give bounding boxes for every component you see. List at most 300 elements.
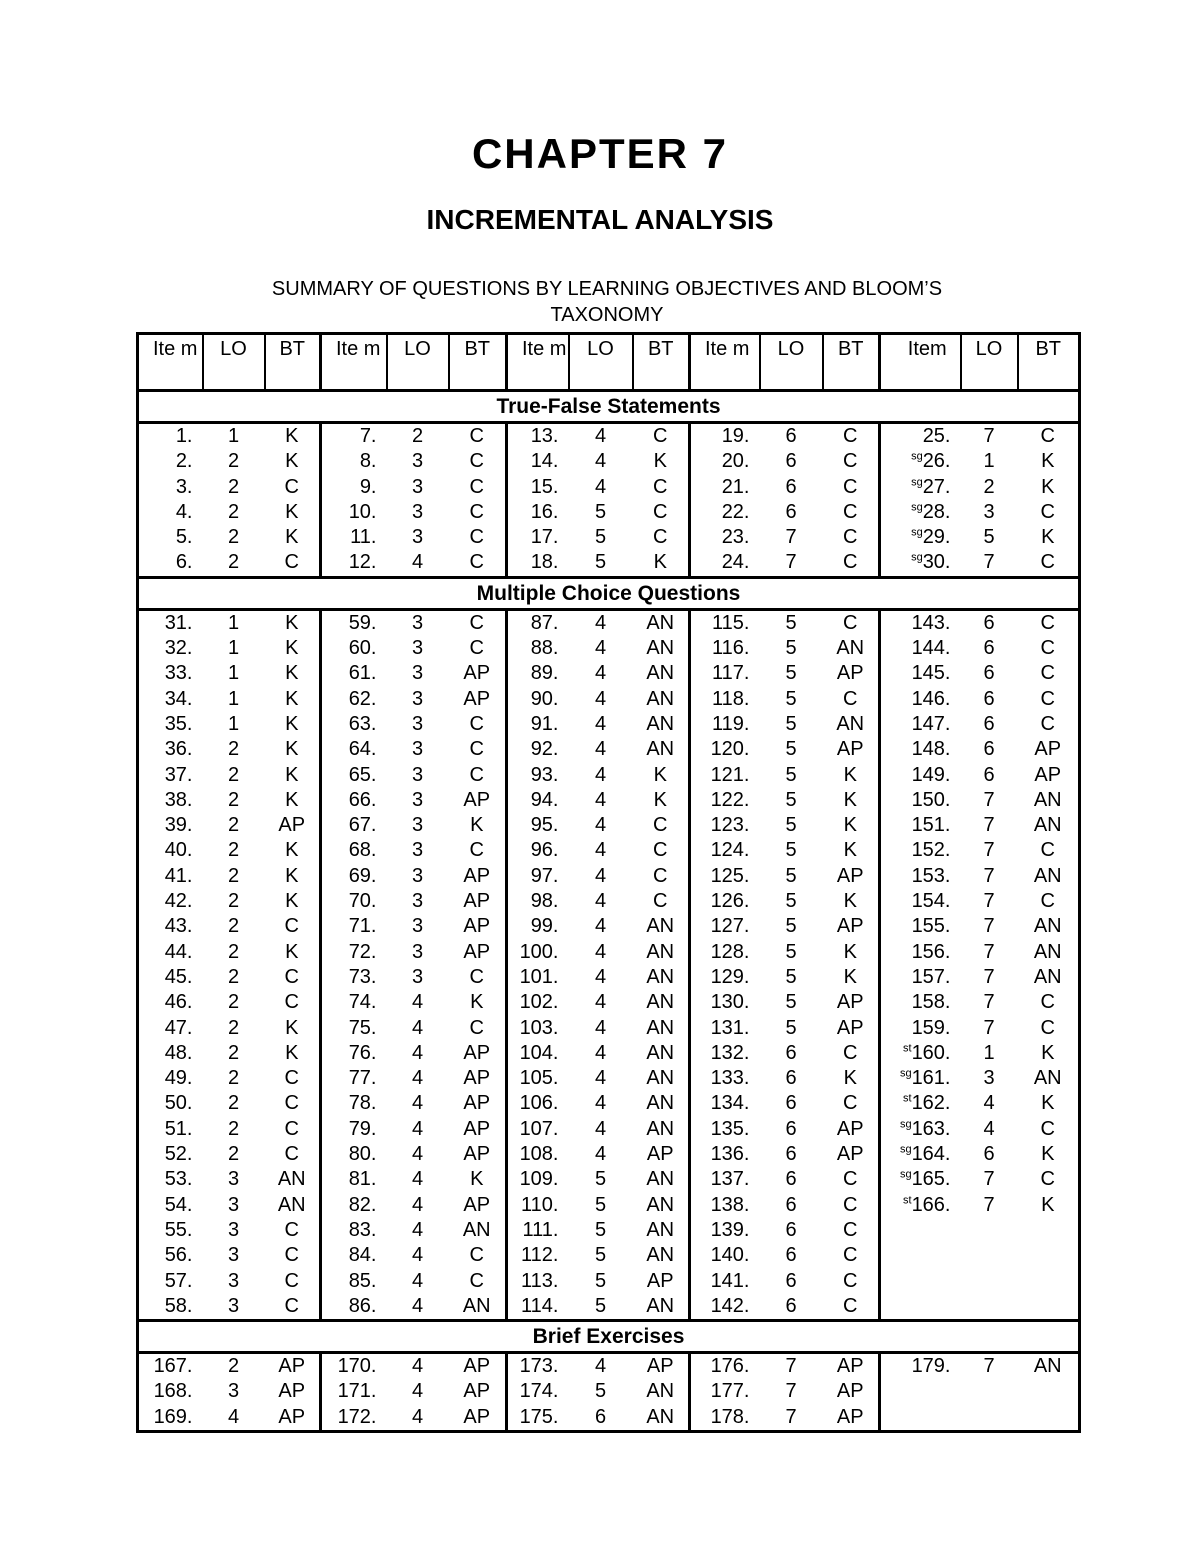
learning-objective: 7 bbox=[785, 526, 797, 549]
blooms-taxonomy: C bbox=[843, 1168, 858, 1191]
item-number-text: 98. bbox=[530, 890, 559, 913]
chapter-title: CHAPTER 7 bbox=[471, 130, 729, 177]
blooms-taxonomy: K bbox=[1041, 1092, 1055, 1115]
blooms-taxonomy: C bbox=[469, 450, 484, 473]
learning-objective: 2 bbox=[983, 475, 995, 498]
item-number bbox=[880, 1091, 961, 1116]
learning-objective: 2 bbox=[227, 1117, 240, 1140]
learning-objective: 4 bbox=[227, 1405, 240, 1428]
item-number-text: 72. bbox=[348, 940, 377, 963]
table-row bbox=[138, 990, 1080, 1015]
item-number bbox=[690, 965, 760, 990]
blooms-taxonomy: K bbox=[653, 763, 667, 786]
learning-objective: 5 bbox=[594, 1168, 607, 1191]
blooms-taxonomy: K bbox=[843, 788, 857, 811]
blooms-taxonomy: AN bbox=[646, 662, 675, 685]
item-number bbox=[321, 449, 387, 474]
item-number bbox=[507, 1091, 569, 1116]
learning-objective: 4 bbox=[594, 611, 607, 634]
item-number bbox=[321, 1294, 387, 1321]
blooms-taxonomy: AP bbox=[646, 1269, 674, 1292]
table-row bbox=[138, 1218, 1080, 1243]
item-number-text: 129. bbox=[710, 965, 750, 988]
blooms-taxonomy: AN bbox=[1033, 1067, 1062, 1090]
learning-objective: 5 bbox=[594, 500, 607, 523]
blooms-taxonomy: C bbox=[1040, 890, 1055, 913]
table-row bbox=[138, 737, 1080, 762]
item-number-text: 150. bbox=[911, 788, 951, 811]
learning-objective: 4 bbox=[411, 1380, 424, 1403]
learning-objective: 5 bbox=[594, 1294, 607, 1317]
learning-objective: 7 bbox=[983, 965, 995, 988]
item-number-text: 167. bbox=[153, 1355, 193, 1378]
item-prefix: sg bbox=[899, 1118, 912, 1131]
learning-objective: 5 bbox=[594, 1244, 607, 1267]
learning-objective: 4 bbox=[594, 687, 607, 710]
item-number-text: 12. bbox=[348, 551, 377, 574]
header-lo: LO bbox=[569, 334, 633, 391]
blooms-taxonomy: K bbox=[285, 526, 299, 549]
learning-objective: 2 bbox=[227, 450, 240, 473]
learning-objective: 7 bbox=[983, 991, 995, 1014]
learning-objective: 3 bbox=[983, 500, 995, 523]
item-number bbox=[321, 1167, 387, 1192]
item-number bbox=[690, 1041, 760, 1066]
learning-objective: 5 bbox=[785, 763, 797, 786]
blooms-taxonomy: C bbox=[1040, 551, 1055, 574]
item-number-text: 23. bbox=[721, 526, 750, 549]
item-number-text: 11. bbox=[350, 526, 377, 549]
blooms-taxonomy: AN bbox=[646, 1016, 675, 1039]
learning-objective: 3 bbox=[411, 637, 424, 660]
item-number-text: 139. bbox=[710, 1218, 750, 1241]
item-number bbox=[138, 500, 203, 525]
learning-objective: 4 bbox=[411, 1041, 424, 1064]
blooms-taxonomy: C bbox=[284, 1067, 299, 1090]
item-number-text: 112. bbox=[521, 1244, 559, 1267]
learning-objective: 5 bbox=[594, 551, 607, 574]
item-number bbox=[880, 788, 961, 813]
learning-objective: 4 bbox=[594, 1092, 607, 1115]
item-number bbox=[321, 423, 387, 450]
item-number-text: 109. bbox=[519, 1168, 559, 1191]
item-number-text: 46. bbox=[164, 991, 193, 1014]
item-number bbox=[507, 661, 569, 686]
learning-objective: 2 bbox=[227, 1067, 240, 1090]
item-number bbox=[321, 1405, 387, 1432]
item-number bbox=[321, 889, 387, 914]
item-number-text: 90. bbox=[530, 687, 559, 710]
learning-objective: 1 bbox=[227, 637, 240, 660]
blooms-taxonomy: C bbox=[1040, 611, 1055, 634]
item-number-text: 99. bbox=[530, 915, 559, 938]
item-number-text: 59. bbox=[348, 611, 377, 634]
blooms-taxonomy: AN bbox=[646, 1168, 675, 1191]
learning-objective: 4 bbox=[411, 1269, 424, 1292]
item-number bbox=[507, 1353, 569, 1380]
table-row bbox=[138, 763, 1080, 788]
blooms-taxonomy: C bbox=[1040, 500, 1055, 523]
item-number bbox=[690, 525, 760, 550]
table-row bbox=[138, 661, 1080, 686]
item-number bbox=[321, 788, 387, 813]
item-number bbox=[690, 940, 760, 965]
blooms-taxonomy: C bbox=[469, 637, 484, 660]
learning-objective: 3 bbox=[411, 763, 424, 786]
item-number bbox=[880, 737, 961, 762]
item-number-text: 113. bbox=[521, 1269, 559, 1292]
blooms-taxonomy: AN bbox=[836, 637, 865, 660]
learning-objective: 2 bbox=[227, 763, 240, 786]
item-number bbox=[690, 813, 760, 838]
item-number bbox=[507, 1405, 569, 1432]
blooms-taxonomy: AN bbox=[1033, 1355, 1062, 1378]
blooms-taxonomy: K bbox=[285, 864, 299, 887]
learning-objective: 6 bbox=[785, 475, 797, 498]
item-number-text: 119. bbox=[712, 712, 750, 735]
item-number bbox=[880, 990, 961, 1015]
blooms-taxonomy bbox=[1018, 1243, 1080, 1268]
item-number bbox=[138, 1218, 203, 1243]
learning-objective: 6 bbox=[785, 1041, 797, 1064]
item-number-text: 135. bbox=[710, 1117, 750, 1140]
blooms-taxonomy: AP bbox=[836, 915, 864, 938]
item-number-text: 159. bbox=[911, 1016, 951, 1039]
item-number-text: 37. bbox=[164, 763, 193, 786]
learning-objective bbox=[961, 1294, 1018, 1321]
learning-objective: 6 bbox=[594, 1405, 607, 1428]
blooms-taxonomy: C bbox=[1040, 662, 1055, 685]
learning-objective: 6 bbox=[785, 425, 797, 447]
item-number bbox=[138, 1269, 203, 1294]
blooms-taxonomy: AP bbox=[463, 1067, 491, 1090]
table-row bbox=[138, 1243, 1080, 1268]
item-number-text: 17. bbox=[530, 526, 559, 549]
learning-objective: 3 bbox=[411, 500, 424, 523]
item-number bbox=[880, 1269, 961, 1294]
item-number-text: 74. bbox=[348, 991, 377, 1014]
item-number bbox=[507, 788, 569, 813]
item-number-text: 60. bbox=[348, 637, 377, 660]
item-number-text: 76. bbox=[348, 1041, 377, 1064]
blooms-taxonomy: K bbox=[285, 450, 299, 473]
item-number-text: 127. bbox=[710, 915, 750, 938]
table-row bbox=[138, 609, 1080, 636]
learning-objective: 1 bbox=[227, 712, 240, 735]
blooms-taxonomy: AP bbox=[463, 890, 491, 913]
item-number-text: 104. bbox=[519, 1041, 559, 1064]
item-number bbox=[507, 1142, 569, 1167]
learning-objective: 4 bbox=[594, 991, 607, 1014]
item-number-text: 163. bbox=[911, 1117, 951, 1140]
item-number-text: 166. bbox=[911, 1193, 951, 1216]
item-number bbox=[880, 813, 961, 838]
blooms-taxonomy: AN bbox=[646, 687, 675, 710]
item-number-text: 18. bbox=[530, 551, 559, 574]
item-number bbox=[507, 449, 569, 474]
item-number bbox=[880, 1243, 961, 1268]
item-prefix: sg bbox=[911, 475, 923, 488]
item-number bbox=[507, 1041, 569, 1066]
learning-objective: 4 bbox=[594, 662, 607, 685]
learning-objective: 3 bbox=[227, 1168, 240, 1191]
item-number-text: 62. bbox=[348, 687, 377, 710]
blooms-taxonomy: AN bbox=[646, 1117, 675, 1140]
item-number bbox=[321, 1117, 387, 1142]
item-number bbox=[138, 449, 203, 474]
summary-heading bbox=[150, 276, 1064, 328]
blooms-taxonomy: K bbox=[470, 991, 484, 1014]
item-number-text: 134. bbox=[710, 1092, 750, 1115]
blooms-taxonomy: AP bbox=[463, 1355, 491, 1378]
item-number-text: 96. bbox=[530, 839, 559, 862]
item-number-text: 89. bbox=[530, 662, 559, 685]
learning-objective: 5 bbox=[785, 662, 797, 685]
item-number-text: 22. bbox=[721, 500, 750, 523]
learning-objective: 5 bbox=[785, 864, 797, 887]
item-number-text: 91. bbox=[530, 712, 559, 735]
item-number bbox=[880, 864, 961, 889]
item-number-text: 80. bbox=[348, 1143, 377, 1166]
item-prefix: sg bbox=[911, 501, 923, 514]
item-number-text: 41. bbox=[164, 864, 193, 887]
learning-objective: 4 bbox=[594, 738, 607, 761]
blooms-taxonomy bbox=[1018, 1405, 1080, 1432]
learning-objective: 4 bbox=[594, 425, 607, 447]
table-row bbox=[138, 1269, 1080, 1294]
header-lo: LO bbox=[760, 334, 823, 391]
item-number bbox=[690, 838, 760, 863]
item-number-text: 34. bbox=[164, 687, 193, 710]
learning-objective: 7 bbox=[785, 551, 797, 574]
learning-objective: 7 bbox=[983, 890, 995, 913]
blooms-taxonomy: C bbox=[469, 425, 484, 447]
item-number-text: 44. bbox=[164, 940, 193, 963]
blooms-taxonomy: AP bbox=[463, 788, 491, 811]
item-number-text: 118. bbox=[712, 687, 750, 710]
item-number bbox=[880, 889, 961, 914]
item-number bbox=[880, 1016, 961, 1041]
learning-objective: 3 bbox=[411, 475, 424, 498]
item-number bbox=[138, 1243, 203, 1268]
item-number-text: 4. bbox=[175, 500, 193, 523]
item-number bbox=[321, 1066, 387, 1091]
item-number bbox=[507, 636, 569, 661]
item-number-text: 26. bbox=[922, 450, 951, 473]
questions-table bbox=[136, 332, 1081, 1433]
item-number-text: 173. bbox=[519, 1355, 559, 1378]
item-number-text: 65. bbox=[348, 763, 377, 786]
learning-objective: 7 bbox=[785, 1405, 797, 1428]
item-number-text: 38. bbox=[164, 788, 193, 811]
learning-objective: 5 bbox=[785, 991, 797, 1014]
header-bt: BT bbox=[823, 334, 880, 391]
blooms-taxonomy: C bbox=[1040, 712, 1055, 735]
blooms-taxonomy: C bbox=[284, 1269, 299, 1292]
blooms-taxonomy: C bbox=[653, 814, 668, 837]
learning-objective: 7 bbox=[983, 1355, 995, 1378]
item-number bbox=[507, 687, 569, 712]
blooms-taxonomy: K bbox=[653, 551, 667, 574]
item-number-text: 155. bbox=[911, 915, 951, 938]
blooms-taxonomy: C bbox=[469, 500, 484, 523]
learning-objective: 4 bbox=[411, 1405, 424, 1428]
item-number bbox=[880, 423, 961, 450]
item-number bbox=[507, 609, 569, 636]
item-number-text: 67. bbox=[348, 814, 377, 837]
item-number bbox=[690, 1353, 760, 1380]
table-row bbox=[138, 1142, 1080, 1167]
item-prefix: sg bbox=[899, 1067, 912, 1080]
item-number bbox=[880, 449, 961, 474]
blooms-taxonomy: C bbox=[284, 1294, 299, 1317]
item-number-text: 54. bbox=[164, 1193, 193, 1216]
blooms-taxonomy: K bbox=[285, 637, 299, 660]
item-number bbox=[321, 475, 387, 500]
item-number bbox=[138, 1117, 203, 1142]
learning-objective: 4 bbox=[411, 1143, 424, 1166]
item-number bbox=[507, 1117, 569, 1142]
item-number bbox=[138, 712, 203, 737]
blooms-taxonomy: C bbox=[469, 475, 484, 498]
item-number-text: 124. bbox=[710, 839, 750, 862]
item-number bbox=[690, 712, 760, 737]
learning-objective: 7 bbox=[983, 814, 995, 837]
item-number bbox=[690, 1167, 760, 1192]
item-number-text: 13. bbox=[530, 425, 559, 447]
item-number bbox=[138, 609, 203, 636]
blooms-taxonomy: C bbox=[469, 1244, 484, 1267]
blooms-taxonomy: AN bbox=[646, 1244, 675, 1267]
item-number-text: 177. bbox=[710, 1380, 750, 1403]
blooms-taxonomy: AN bbox=[646, 991, 675, 1014]
blooms-taxonomy: AN bbox=[1033, 814, 1062, 837]
blooms-taxonomy: C bbox=[843, 450, 858, 473]
item-number-text: 105. bbox=[519, 1067, 559, 1090]
item-number bbox=[690, 661, 760, 686]
blooms-taxonomy: K bbox=[285, 611, 299, 634]
item-number bbox=[507, 737, 569, 762]
learning-objective: 7 bbox=[983, 940, 995, 963]
learning-objective bbox=[961, 1405, 1018, 1432]
item-number bbox=[321, 1193, 387, 1218]
blooms-taxonomy: K bbox=[470, 814, 484, 837]
item-number bbox=[690, 788, 760, 813]
item-number-text: 71. bbox=[348, 915, 377, 938]
blooms-taxonomy: C bbox=[843, 551, 858, 574]
blooms-taxonomy: AP bbox=[463, 687, 491, 710]
blooms-taxonomy: AP bbox=[1034, 763, 1062, 786]
item-number-text: 128. bbox=[710, 940, 750, 963]
item-number-text: 85. bbox=[348, 1269, 377, 1292]
blooms-taxonomy: AN bbox=[646, 637, 675, 660]
learning-objective: 4 bbox=[411, 1092, 424, 1115]
item-number-text: 83. bbox=[348, 1218, 377, 1241]
table-row bbox=[138, 914, 1080, 939]
summary-line-1: SUMMARY OF QUESTIONS BY LEARNING OBJECTIVES AND BLOOM’S bbox=[271, 278, 943, 300]
blooms-taxonomy: C bbox=[469, 1269, 484, 1292]
item-number bbox=[321, 1091, 387, 1116]
item-number bbox=[507, 990, 569, 1015]
item-number bbox=[507, 550, 569, 577]
table-row bbox=[138, 687, 1080, 712]
item-number bbox=[138, 1353, 203, 1380]
blooms-taxonomy: C bbox=[284, 991, 299, 1014]
blooms-taxonomy: C bbox=[1040, 425, 1055, 447]
blooms-taxonomy: AN bbox=[277, 1193, 306, 1216]
learning-objective: 6 bbox=[785, 1117, 797, 1140]
item-number-text: 160. bbox=[911, 1041, 951, 1064]
item-number bbox=[690, 864, 760, 889]
item-number-text: 40. bbox=[164, 839, 193, 862]
learning-objective: 2 bbox=[227, 965, 240, 988]
blooms-taxonomy: C bbox=[843, 425, 858, 447]
item-number bbox=[690, 1193, 760, 1218]
learning-objective: 6 bbox=[785, 1092, 797, 1115]
item-number-text: 29. bbox=[922, 526, 951, 549]
item-prefix: sg bbox=[911, 551, 923, 564]
item-number bbox=[321, 1142, 387, 1167]
learning-objective: 1 bbox=[227, 611, 240, 634]
item-number-text: 52. bbox=[164, 1143, 193, 1166]
learning-objective: 2 bbox=[227, 940, 240, 963]
item-prefix: sg bbox=[899, 1143, 912, 1156]
item-number bbox=[507, 838, 569, 863]
learning-objective: 5 bbox=[594, 526, 607, 549]
blooms-taxonomy: K bbox=[843, 1067, 857, 1090]
blooms-taxonomy: K bbox=[653, 788, 667, 811]
table-row bbox=[138, 636, 1080, 661]
item-number bbox=[690, 1294, 760, 1321]
learning-objective: 4 bbox=[594, 1067, 607, 1090]
item-number bbox=[321, 1353, 387, 1380]
blooms-taxonomy: K bbox=[470, 1168, 484, 1191]
blooms-taxonomy: AP bbox=[836, 1355, 864, 1378]
learning-objective: 5 bbox=[594, 1269, 607, 1292]
item-number bbox=[507, 1066, 569, 1091]
learning-objective: 7 bbox=[983, 425, 995, 447]
learning-objective: 4 bbox=[594, 1355, 607, 1378]
table-row bbox=[138, 550, 1080, 577]
blooms-taxonomy: AP bbox=[836, 1380, 864, 1403]
header-item: Ite m bbox=[690, 334, 760, 391]
learning-objective: 7 bbox=[983, 915, 995, 938]
item-number bbox=[880, 914, 961, 939]
learning-objective: 4 bbox=[594, 1117, 607, 1140]
item-number bbox=[880, 1218, 961, 1243]
learning-objective: 2 bbox=[227, 1143, 240, 1166]
learning-objective: 6 bbox=[983, 611, 995, 634]
blooms-taxonomy: K bbox=[285, 788, 299, 811]
header-item: Ite m bbox=[507, 334, 569, 391]
item-number bbox=[880, 763, 961, 788]
item-number bbox=[321, 1269, 387, 1294]
item-number bbox=[321, 1041, 387, 1066]
item-number bbox=[507, 500, 569, 525]
item-number-text: 149. bbox=[911, 763, 951, 786]
item-number bbox=[880, 525, 961, 550]
item-number bbox=[507, 813, 569, 838]
blooms-taxonomy: C bbox=[284, 1117, 299, 1140]
item-number-text: 111. bbox=[522, 1218, 559, 1241]
learning-objective: 4 bbox=[594, 940, 607, 963]
item-number-text: 35. bbox=[164, 712, 193, 735]
item-number bbox=[507, 525, 569, 550]
learning-objective: 6 bbox=[983, 1143, 995, 1166]
section-label: Brief Exercises bbox=[138, 1321, 1080, 1353]
blooms-taxonomy: K bbox=[285, 687, 299, 710]
blooms-taxonomy: K bbox=[843, 940, 857, 963]
